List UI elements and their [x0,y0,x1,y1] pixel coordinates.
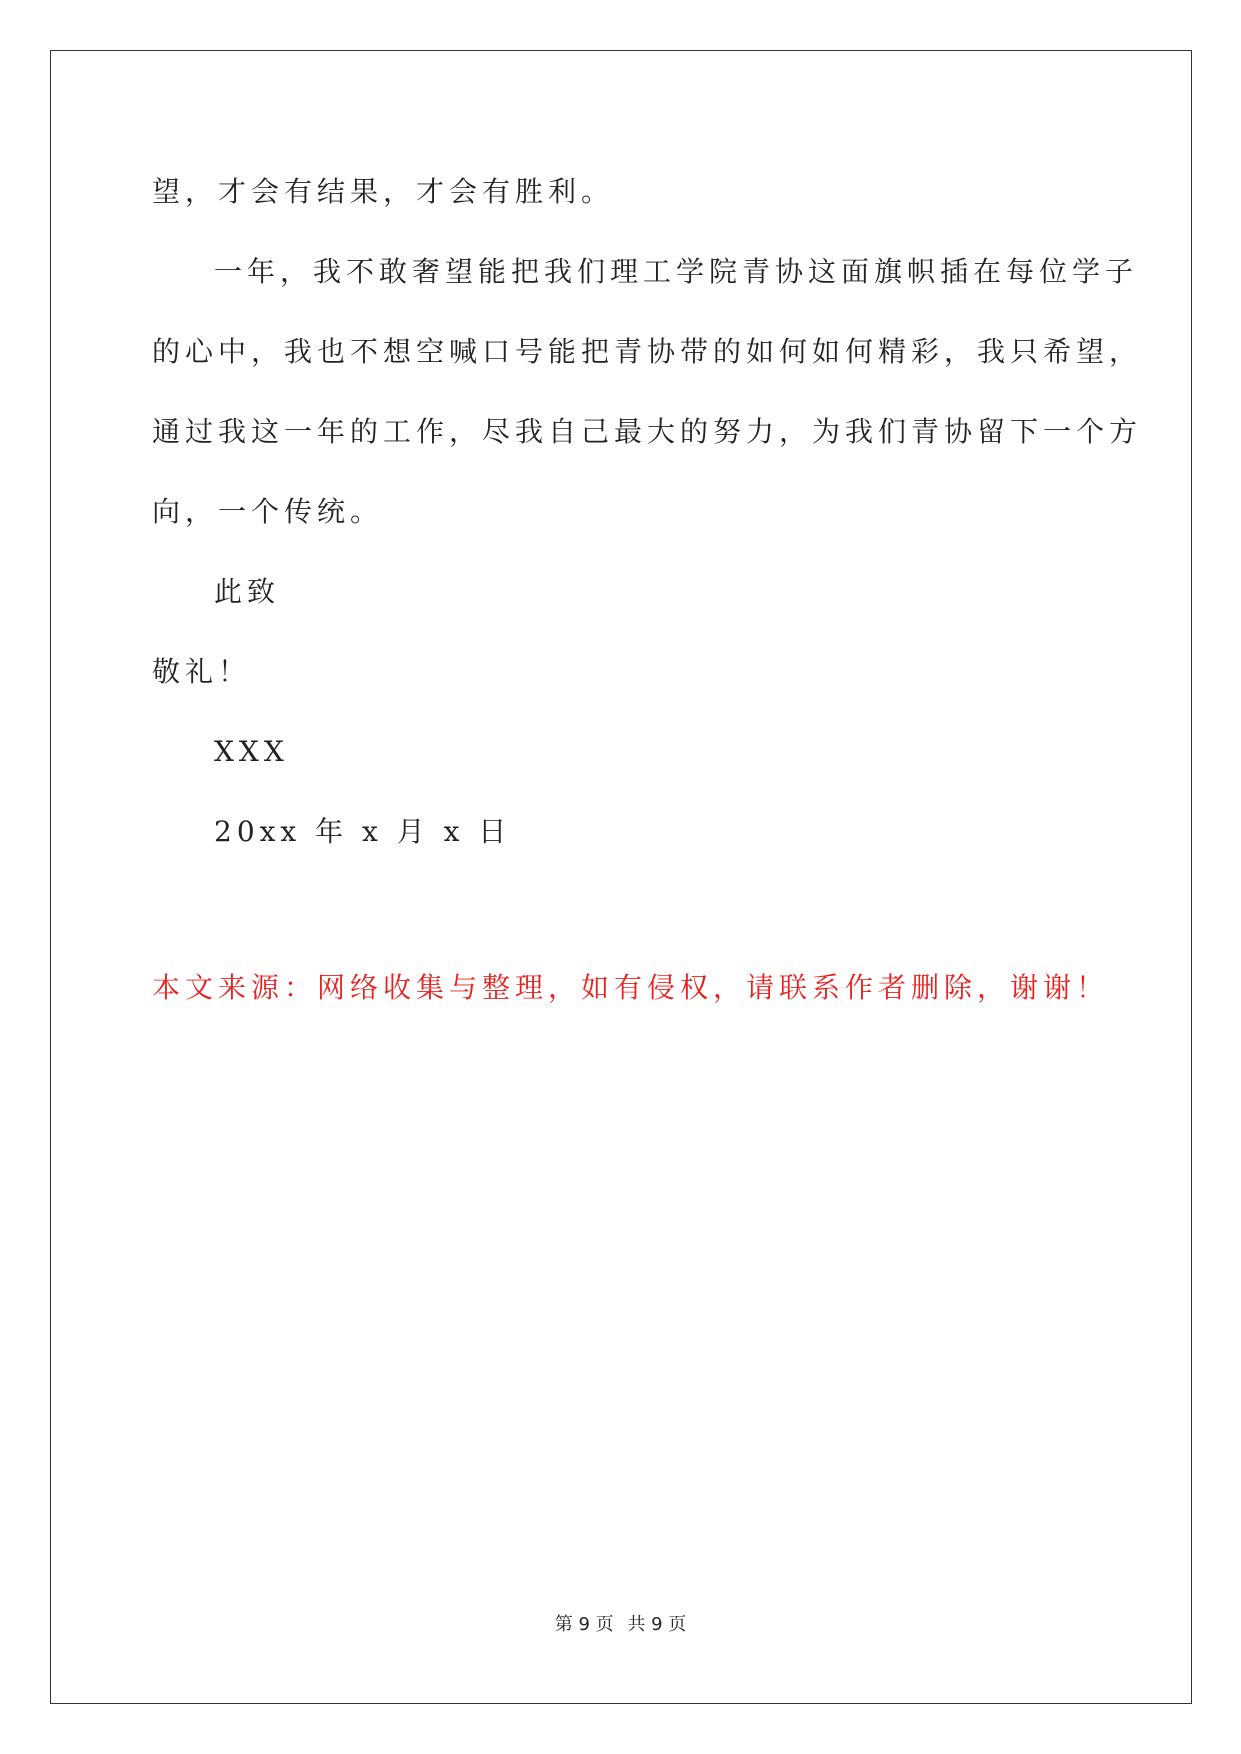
page-footer [0,1610,1241,1636]
signature-text: XXX [214,735,289,768]
closing-text: 此致 [214,575,281,608]
page-frame [50,50,1192,1704]
salute-text: 敬礼！ [152,655,252,688]
source-note: 本文来源：网络收集与整理，如有侵权，请联系作者删除，谢谢！ [152,971,1110,1004]
body-line-4: 通过我这一年的工作，尽我自己最大的努力，为我们青协留下一个方 [152,415,1143,448]
page-number-total: 共 9 页 [627,1614,687,1635]
page-number-current: 第 9 页 [554,1614,614,1635]
date-text: 20xx 年 x 月 x 日 [214,815,512,848]
body-line-3: 的心中，我也不想空喊口号能把青协带的如何如何精彩，我只希望， [152,335,1143,368]
body-line-1: 望，才会有结果，才会有胜利。 [152,175,615,208]
body-line-5: 向，一个传统。 [152,495,384,528]
body-line-2: 一年，我不敢奢望能把我们理工学院青协这面旗帜插在每位学子 [214,255,1139,288]
